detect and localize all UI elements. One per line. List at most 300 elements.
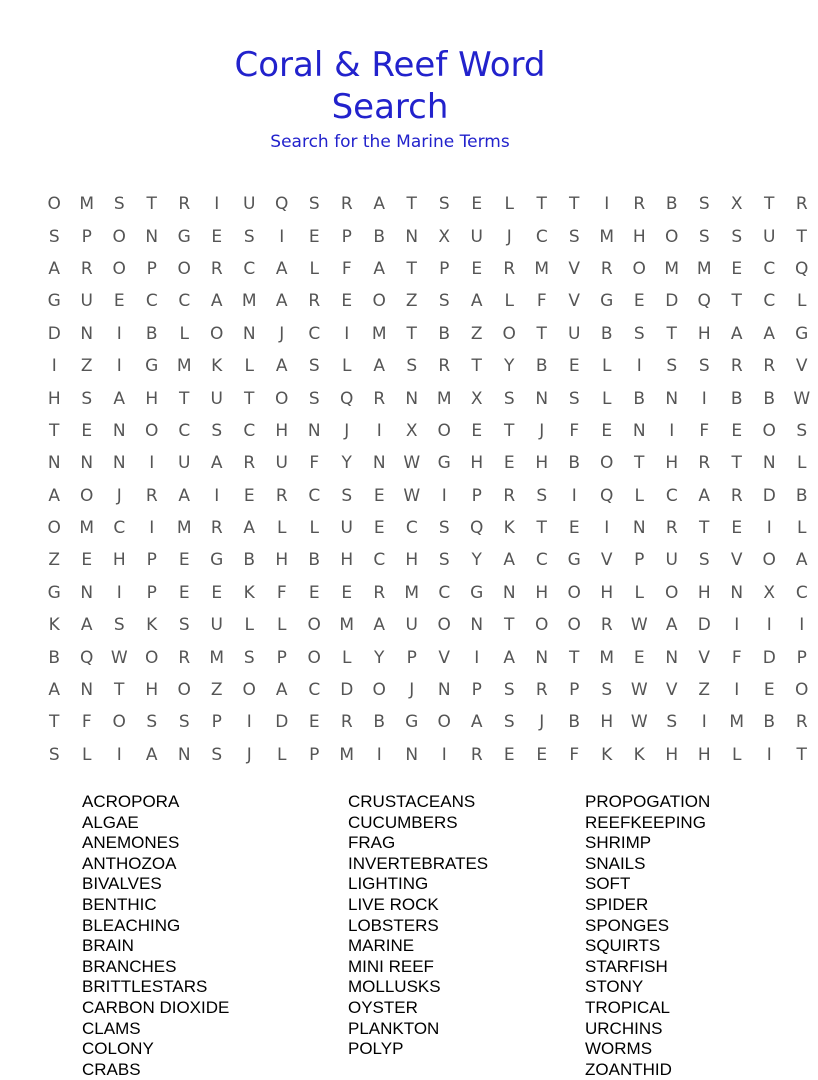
grid-letter[interactable]: G xyxy=(786,324,818,344)
grid-letter[interactable]: I xyxy=(103,745,136,765)
grid-letter[interactable]: F xyxy=(526,291,559,311)
grid-letter[interactable]: S xyxy=(38,745,71,765)
grid-letter[interactable]: R xyxy=(786,194,818,214)
grid-letter[interactable]: N xyxy=(461,615,494,635)
grid-letter[interactable]: R xyxy=(591,615,624,635)
grid-letter[interactable]: L xyxy=(298,518,331,538)
grid-letter[interactable]: M xyxy=(428,389,461,409)
grid-letter[interactable]: S xyxy=(71,389,104,409)
grid-letter[interactable]: G xyxy=(38,291,71,311)
grid-letter[interactable]: A xyxy=(721,324,754,344)
grid-letter[interactable]: E xyxy=(331,583,364,603)
grid-letter[interactable]: F xyxy=(558,421,591,441)
grid-letter[interactable]: W xyxy=(396,453,429,473)
grid-letter[interactable]: B xyxy=(623,389,656,409)
grid-letter[interactable]: R xyxy=(233,453,266,473)
grid-letter[interactable]: I xyxy=(363,745,396,765)
grid-letter[interactable]: E xyxy=(71,421,104,441)
grid-letter[interactable]: M xyxy=(591,648,624,668)
grid-letter[interactable]: I xyxy=(201,486,234,506)
grid-letter[interactable]: I xyxy=(103,324,136,344)
grid-letter[interactable]: H xyxy=(688,583,721,603)
grid-letter[interactable]: L xyxy=(331,648,364,668)
grid-letter[interactable]: T xyxy=(103,680,136,700)
grid-letter[interactable]: D xyxy=(753,648,786,668)
grid-letter[interactable]: I xyxy=(753,518,786,538)
grid-letter[interactable]: K xyxy=(591,745,624,765)
grid-letter[interactable]: B xyxy=(753,389,786,409)
grid-letter[interactable]: H xyxy=(461,453,494,473)
grid-letter[interactable]: W xyxy=(623,680,656,700)
grid-letter[interactable]: L xyxy=(493,291,526,311)
grid-letter[interactable]: X xyxy=(753,583,786,603)
grid-letter[interactable]: N xyxy=(753,453,786,473)
grid-letter[interactable]: O xyxy=(493,324,526,344)
grid-letter[interactable]: B xyxy=(558,712,591,732)
grid-letter[interactable]: S xyxy=(168,712,201,732)
grid-letter[interactable]: C xyxy=(233,259,266,279)
grid-letter[interactable]: A xyxy=(38,259,71,279)
grid-letter[interactable]: P xyxy=(428,259,461,279)
grid-letter[interactable]: N xyxy=(136,227,169,247)
grid-letter[interactable]: T xyxy=(688,518,721,538)
grid-letter[interactable]: B xyxy=(786,486,818,506)
grid-letter[interactable]: Q xyxy=(461,518,494,538)
grid-letter[interactable]: M xyxy=(396,583,429,603)
grid-letter[interactable]: A xyxy=(688,486,721,506)
grid-letter[interactable]: R xyxy=(721,486,754,506)
grid-letter[interactable]: T xyxy=(396,324,429,344)
grid-letter[interactable]: N xyxy=(103,421,136,441)
grid-letter[interactable]: O xyxy=(266,389,299,409)
grid-letter[interactable]: B xyxy=(558,453,591,473)
grid-letter[interactable]: I xyxy=(721,680,754,700)
grid-letter[interactable]: O xyxy=(591,453,624,473)
grid-letter[interactable]: O xyxy=(428,421,461,441)
grid-letter[interactable]: I xyxy=(591,194,624,214)
grid-letter[interactable]: O xyxy=(558,583,591,603)
grid-letter[interactable]: C xyxy=(103,518,136,538)
grid-letter[interactable]: H xyxy=(136,680,169,700)
grid-letter[interactable]: I xyxy=(201,194,234,214)
grid-letter[interactable]: S xyxy=(38,227,71,247)
grid-letter[interactable]: S xyxy=(623,324,656,344)
grid-letter[interactable]: K xyxy=(201,356,234,376)
grid-letter[interactable]: N xyxy=(623,518,656,538)
grid-letter[interactable]: F xyxy=(71,712,104,732)
grid-letter[interactable]: U xyxy=(331,518,364,538)
grid-letter[interactable]: T xyxy=(656,324,689,344)
grid-letter[interactable]: T xyxy=(461,356,494,376)
grid-letter[interactable]: E xyxy=(493,453,526,473)
grid-letter[interactable]: L xyxy=(331,356,364,376)
grid-letter[interactable]: H xyxy=(656,745,689,765)
grid-letter[interactable]: T xyxy=(233,389,266,409)
grid-letter[interactable]: A xyxy=(266,291,299,311)
grid-letter[interactable]: H xyxy=(623,227,656,247)
grid-letter[interactable]: C xyxy=(396,518,429,538)
grid-letter[interactable]: S xyxy=(688,550,721,570)
grid-letter[interactable]: E xyxy=(233,486,266,506)
grid-letter[interactable]: O xyxy=(38,194,71,214)
grid-letter[interactable]: Q xyxy=(266,194,299,214)
grid-letter[interactable]: N xyxy=(103,453,136,473)
grid-letter[interactable]: C xyxy=(363,550,396,570)
grid-letter[interactable]: G xyxy=(38,583,71,603)
grid-letter[interactable]: T xyxy=(396,259,429,279)
grid-letter[interactable]: L xyxy=(266,518,299,538)
grid-letter[interactable]: I xyxy=(331,324,364,344)
grid-letter[interactable]: A xyxy=(786,550,818,570)
grid-letter[interactable]: I xyxy=(461,648,494,668)
grid-letter[interactable]: S xyxy=(493,712,526,732)
grid-letter[interactable]: A xyxy=(71,615,104,635)
grid-letter[interactable]: S xyxy=(201,421,234,441)
grid-letter[interactable]: V xyxy=(721,550,754,570)
grid-letter[interactable]: F xyxy=(721,648,754,668)
grid-letter[interactable]: N xyxy=(71,583,104,603)
grid-letter[interactable]: R xyxy=(201,518,234,538)
grid-letter[interactable]: Q xyxy=(591,486,624,506)
grid-letter[interactable]: P xyxy=(71,227,104,247)
grid-letter[interactable]: I xyxy=(753,745,786,765)
grid-letter[interactable]: S xyxy=(688,227,721,247)
grid-letter[interactable]: S xyxy=(786,421,818,441)
grid-letter[interactable]: X xyxy=(721,194,754,214)
grid-letter[interactable]: T xyxy=(38,421,71,441)
grid-letter[interactable]: T xyxy=(721,291,754,311)
grid-letter[interactable]: B xyxy=(136,324,169,344)
grid-letter[interactable]: M xyxy=(526,259,559,279)
grid-letter[interactable]: A xyxy=(363,356,396,376)
grid-letter[interactable]: S xyxy=(201,745,234,765)
grid-letter[interactable]: A xyxy=(233,518,266,538)
grid-letter[interactable]: O xyxy=(136,421,169,441)
grid-letter[interactable]: I xyxy=(623,356,656,376)
grid-letter[interactable]: E xyxy=(623,291,656,311)
grid-letter[interactable]: O xyxy=(428,712,461,732)
grid-letter[interactable]: L xyxy=(623,486,656,506)
grid-letter[interactable]: O xyxy=(168,680,201,700)
grid-letter[interactable]: O xyxy=(753,550,786,570)
grid-letter[interactable]: E xyxy=(298,583,331,603)
grid-letter[interactable]: B xyxy=(363,227,396,247)
grid-letter[interactable]: T xyxy=(168,389,201,409)
grid-letter[interactable]: W xyxy=(786,389,818,409)
grid-letter[interactable]: K xyxy=(623,745,656,765)
grid-letter[interactable]: B xyxy=(656,194,689,214)
grid-letter[interactable]: P xyxy=(136,583,169,603)
grid-letter[interactable]: I xyxy=(103,356,136,376)
grid-letter[interactable]: T xyxy=(526,194,559,214)
grid-letter[interactable]: B xyxy=(298,550,331,570)
grid-letter[interactable]: S xyxy=(526,486,559,506)
grid-letter[interactable]: I xyxy=(656,421,689,441)
grid-letter[interactable]: L xyxy=(71,745,104,765)
grid-letter[interactable]: N xyxy=(428,680,461,700)
grid-letter[interactable]: S xyxy=(396,356,429,376)
grid-letter[interactable]: C xyxy=(428,583,461,603)
grid-letter[interactable]: T xyxy=(136,194,169,214)
grid-letter[interactable]: Y xyxy=(461,550,494,570)
grid-letter[interactable]: P xyxy=(298,745,331,765)
grid-letter[interactable]: G xyxy=(168,227,201,247)
grid-letter[interactable]: T xyxy=(493,421,526,441)
grid-letter[interactable]: L xyxy=(591,356,624,376)
grid-letter[interactable]: E xyxy=(721,421,754,441)
grid-letter[interactable]: O xyxy=(558,615,591,635)
grid-letter[interactable]: A xyxy=(493,550,526,570)
grid-letter[interactable]: N xyxy=(38,453,71,473)
grid-letter[interactable]: U xyxy=(201,615,234,635)
grid-letter[interactable]: S xyxy=(688,356,721,376)
grid-letter[interactable]: L xyxy=(623,583,656,603)
grid-letter[interactable]: E xyxy=(168,550,201,570)
grid-letter[interactable]: S xyxy=(428,291,461,311)
grid-letter[interactable]: D xyxy=(688,615,721,635)
grid-letter[interactable]: R xyxy=(493,259,526,279)
grid-letter[interactable]: C xyxy=(136,291,169,311)
grid-letter[interactable]: O xyxy=(38,518,71,538)
grid-letter[interactable]: I xyxy=(591,518,624,538)
grid-letter[interactable]: E xyxy=(298,227,331,247)
grid-letter[interactable]: N xyxy=(396,389,429,409)
grid-letter[interactable]: T xyxy=(38,712,71,732)
grid-letter[interactable]: O xyxy=(428,615,461,635)
grid-letter[interactable]: E xyxy=(201,583,234,603)
grid-letter[interactable]: H xyxy=(396,550,429,570)
grid-letter[interactable]: T xyxy=(526,518,559,538)
grid-letter[interactable]: N xyxy=(493,583,526,603)
grid-letter[interactable]: Y xyxy=(493,356,526,376)
grid-letter[interactable]: Z xyxy=(396,291,429,311)
grid-letter[interactable]: N xyxy=(396,745,429,765)
grid-letter[interactable]: G xyxy=(591,291,624,311)
grid-letter[interactable]: M xyxy=(591,227,624,247)
grid-letter[interactable]: O xyxy=(168,259,201,279)
grid-letter[interactable]: J xyxy=(266,324,299,344)
grid-letter[interactable]: R xyxy=(461,745,494,765)
grid-letter[interactable]: O xyxy=(71,486,104,506)
grid-letter[interactable]: E xyxy=(493,745,526,765)
grid-letter[interactable]: E xyxy=(721,518,754,538)
grid-letter[interactable]: I xyxy=(786,615,818,635)
grid-letter[interactable]: F xyxy=(558,745,591,765)
grid-letter[interactable]: I xyxy=(363,421,396,441)
grid-letter[interactable]: A xyxy=(38,680,71,700)
grid-letter[interactable]: R xyxy=(591,259,624,279)
grid-letter[interactable]: P xyxy=(623,550,656,570)
grid-letter[interactable]: L xyxy=(298,259,331,279)
grid-letter[interactable]: R xyxy=(688,453,721,473)
grid-letter[interactable]: H xyxy=(266,550,299,570)
grid-letter[interactable]: S xyxy=(428,518,461,538)
grid-letter[interactable]: M xyxy=(168,518,201,538)
grid-letter[interactable]: O xyxy=(298,648,331,668)
grid-letter[interactable]: L xyxy=(721,745,754,765)
grid-letter[interactable]: L xyxy=(786,518,818,538)
grid-letter[interactable]: X xyxy=(428,227,461,247)
grid-letter[interactable]: K xyxy=(136,615,169,635)
grid-letter[interactable]: L xyxy=(493,194,526,214)
grid-letter[interactable]: Z xyxy=(38,550,71,570)
grid-letter[interactable]: R xyxy=(786,712,818,732)
grid-letter[interactable]: E xyxy=(753,680,786,700)
grid-letter[interactable]: O xyxy=(103,259,136,279)
grid-letter[interactable]: U xyxy=(266,453,299,473)
grid-letter[interactable]: V xyxy=(428,648,461,668)
grid-letter[interactable]: A xyxy=(201,291,234,311)
grid-letter[interactable]: N xyxy=(71,324,104,344)
grid-letter[interactable]: T xyxy=(526,324,559,344)
grid-letter[interactable]: V xyxy=(591,550,624,570)
grid-letter[interactable]: H xyxy=(688,324,721,344)
grid-letter[interactable]: L xyxy=(168,324,201,344)
grid-letter[interactable]: P xyxy=(266,648,299,668)
grid-letter[interactable]: R xyxy=(331,712,364,732)
grid-letter[interactable]: G xyxy=(201,550,234,570)
grid-letter[interactable]: O xyxy=(753,421,786,441)
grid-letter[interactable]: A xyxy=(363,615,396,635)
grid-letter[interactable]: V xyxy=(558,259,591,279)
grid-letter[interactable]: S xyxy=(721,227,754,247)
grid-letter[interactable]: E xyxy=(461,259,494,279)
grid-letter[interactable]: I xyxy=(721,615,754,635)
grid-letter[interactable]: A xyxy=(363,194,396,214)
grid-letter[interactable]: H xyxy=(136,389,169,409)
grid-letter[interactable]: C xyxy=(233,421,266,441)
grid-letter[interactable]: D xyxy=(38,324,71,344)
grid-letter[interactable]: R xyxy=(331,194,364,214)
grid-letter[interactable]: W xyxy=(103,648,136,668)
grid-letter[interactable]: V xyxy=(656,680,689,700)
grid-letter[interactable]: H xyxy=(688,745,721,765)
grid-letter[interactable]: P xyxy=(461,486,494,506)
grid-letter[interactable]: O xyxy=(363,680,396,700)
grid-letter[interactable]: N xyxy=(298,421,331,441)
grid-letter[interactable]: A xyxy=(461,712,494,732)
grid-letter[interactable]: O xyxy=(526,615,559,635)
grid-letter[interactable]: G xyxy=(428,453,461,473)
grid-letter[interactable]: C xyxy=(298,324,331,344)
grid-letter[interactable]: A xyxy=(266,356,299,376)
grid-letter[interactable]: S xyxy=(298,356,331,376)
grid-letter[interactable]: V xyxy=(688,648,721,668)
grid-letter[interactable]: S xyxy=(688,194,721,214)
grid-letter[interactable]: F xyxy=(298,453,331,473)
grid-letter[interactable]: Q xyxy=(71,648,104,668)
grid-letter[interactable]: N xyxy=(623,421,656,441)
grid-letter[interactable]: W xyxy=(396,486,429,506)
grid-letter[interactable]: H xyxy=(656,453,689,473)
grid-letter[interactable]: B xyxy=(38,648,71,668)
grid-letter[interactable]: P xyxy=(786,648,818,668)
grid-letter[interactable]: P xyxy=(461,680,494,700)
grid-letter[interactable]: N xyxy=(233,324,266,344)
grid-letter[interactable]: E xyxy=(168,583,201,603)
grid-letter[interactable]: E xyxy=(331,291,364,311)
grid-letter[interactable]: K xyxy=(38,615,71,635)
grid-letter[interactable]: T xyxy=(623,453,656,473)
grid-letter[interactable]: L xyxy=(233,615,266,635)
grid-letter[interactable]: M xyxy=(233,291,266,311)
grid-letter[interactable]: P xyxy=(136,550,169,570)
grid-letter[interactable]: M xyxy=(71,518,104,538)
grid-letter[interactable]: R xyxy=(168,648,201,668)
grid-letter[interactable]: C xyxy=(753,259,786,279)
grid-letter[interactable]: A xyxy=(493,648,526,668)
grid-letter[interactable]: C xyxy=(786,583,818,603)
grid-letter[interactable]: A xyxy=(168,486,201,506)
grid-letter[interactable]: O xyxy=(103,227,136,247)
grid-letter[interactable]: E xyxy=(721,259,754,279)
grid-letter[interactable]: V xyxy=(786,356,818,376)
grid-letter[interactable]: S xyxy=(103,615,136,635)
grid-letter[interactable]: T xyxy=(558,648,591,668)
grid-letter[interactable]: U xyxy=(71,291,104,311)
grid-letter[interactable]: I xyxy=(558,486,591,506)
grid-letter[interactable]: R xyxy=(168,194,201,214)
grid-letter[interactable]: A xyxy=(656,615,689,635)
grid-letter[interactable]: C xyxy=(298,680,331,700)
grid-letter[interactable]: H xyxy=(331,550,364,570)
grid-letter[interactable]: P xyxy=(331,227,364,247)
grid-letter[interactable]: H xyxy=(591,712,624,732)
grid-letter[interactable]: V xyxy=(558,291,591,311)
grid-letter[interactable]: S xyxy=(428,194,461,214)
grid-letter[interactable]: I xyxy=(266,227,299,247)
grid-letter[interactable]: P xyxy=(136,259,169,279)
grid-letter[interactable]: N xyxy=(526,648,559,668)
grid-letter[interactable]: O xyxy=(201,324,234,344)
grid-letter[interactable]: L xyxy=(786,291,818,311)
grid-letter[interactable]: C xyxy=(168,421,201,441)
grid-letter[interactable]: H xyxy=(526,453,559,473)
grid-letter[interactable]: R xyxy=(753,356,786,376)
grid-letter[interactable]: B xyxy=(233,550,266,570)
grid-letter[interactable]: S xyxy=(428,550,461,570)
grid-letter[interactable]: P xyxy=(396,648,429,668)
grid-letter[interactable]: R xyxy=(201,259,234,279)
grid-letter[interactable]: W xyxy=(623,615,656,635)
grid-letter[interactable]: I xyxy=(103,583,136,603)
grid-letter[interactable]: M xyxy=(721,712,754,732)
grid-letter[interactable]: T xyxy=(721,453,754,473)
grid-letter[interactable]: I xyxy=(428,486,461,506)
grid-letter[interactable]: O xyxy=(103,712,136,732)
grid-letter[interactable]: X xyxy=(461,389,494,409)
grid-letter[interactable]: N xyxy=(71,453,104,473)
grid-letter[interactable]: D xyxy=(266,712,299,732)
grid-letter[interactable]: A xyxy=(753,324,786,344)
grid-letter[interactable]: S xyxy=(656,712,689,732)
grid-letter[interactable]: F xyxy=(688,421,721,441)
grid-letter[interactable]: F xyxy=(266,583,299,603)
grid-letter[interactable]: R xyxy=(656,518,689,538)
grid-letter[interactable]: Y xyxy=(331,453,364,473)
grid-letter[interactable]: D xyxy=(331,680,364,700)
grid-letter[interactable]: E xyxy=(71,550,104,570)
grid-letter[interactable]: C xyxy=(298,486,331,506)
grid-letter[interactable]: R xyxy=(266,486,299,506)
grid-letter[interactable]: U xyxy=(233,194,266,214)
grid-letter[interactable]: I xyxy=(136,518,169,538)
grid-letter[interactable]: N xyxy=(71,680,104,700)
grid-letter[interactable]: R xyxy=(136,486,169,506)
grid-letter[interactable]: T xyxy=(786,227,818,247)
grid-letter[interactable]: S xyxy=(558,389,591,409)
grid-letter[interactable]: M xyxy=(656,259,689,279)
